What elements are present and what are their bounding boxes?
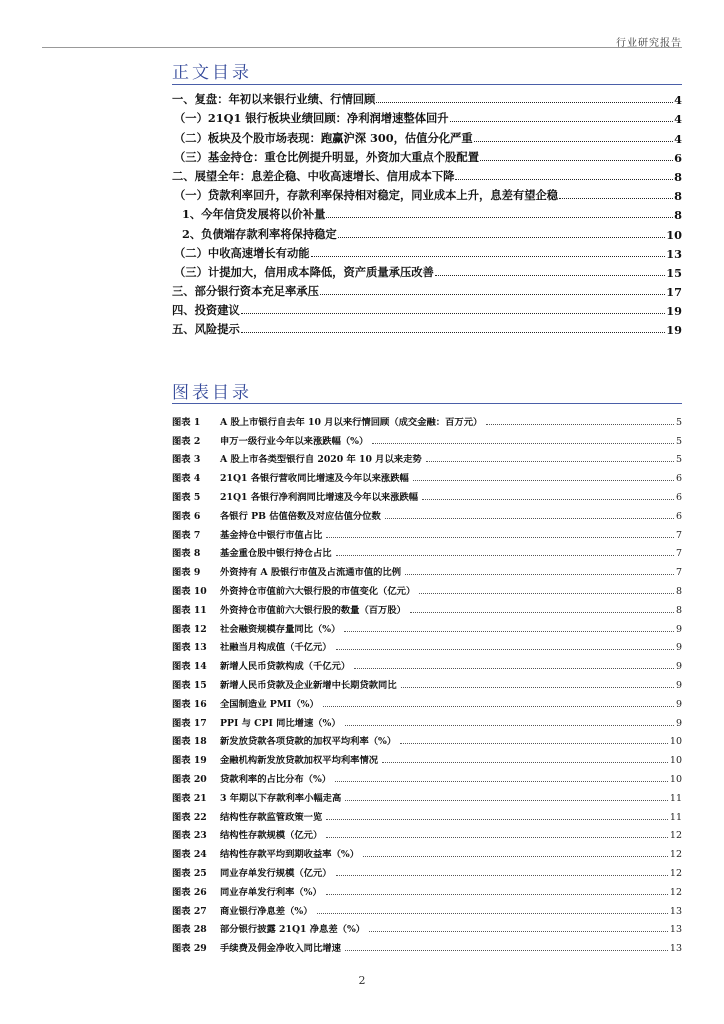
figure-entry-label: 图表 20 (172, 773, 207, 785)
figure-entry-page: 13 (669, 905, 682, 917)
figure-entry[interactable] (172, 635, 682, 654)
figure-entry-page: 10 (669, 773, 682, 785)
figure-entry-page: 11 (669, 792, 682, 804)
figure-entry-page: 12 (669, 867, 682, 879)
figure-entry-title: 21Q1 各银行净利润同比增速及今年以来涨跌幅 (220, 491, 419, 503)
figure-entry-label: 图表 6 (172, 510, 201, 522)
figure-entry-label: 图表 24 (172, 849, 207, 861)
figure-entry-page: 7 (675, 548, 682, 560)
figure-entry-page: 9 (675, 717, 682, 729)
figure-entry[interactable] (172, 860, 682, 879)
figure-leader-dots (345, 950, 668, 951)
figure-entry[interactable] (172, 653, 682, 672)
figure-entry-page: 13 (669, 943, 682, 955)
figure-entry-label: 图表 11 (172, 604, 207, 616)
toc-entry-page: 4 (674, 112, 682, 127)
figure-leader-dots (405, 574, 674, 575)
figure-entry[interactable] (172, 559, 682, 578)
figure-entry[interactable] (172, 616, 682, 635)
toc-leader-dots (450, 121, 674, 122)
toc-title: 正文目录 (172, 63, 252, 83)
figure-leader-dots (326, 894, 668, 895)
figure-entry-page: 7 (675, 529, 682, 541)
toc-entry-page: 19 (666, 304, 682, 319)
toc-leader-dots (480, 160, 673, 161)
figure-entry-label: 图表 19 (172, 755, 207, 767)
figure-leader-dots (345, 800, 668, 801)
toc-entry-page: 17 (666, 285, 682, 300)
figure-entry-label: 图表 14 (172, 661, 207, 673)
figure-entry-title: 新发放贷款各项贷款的加权平均利率（%） (220, 736, 397, 748)
figure-entry-label: 图表 18 (172, 736, 207, 748)
figure-entry-page: 8 (675, 604, 682, 616)
table-of-contents (172, 88, 682, 337)
toc-entry-page: 4 (674, 131, 682, 146)
figure-entry-title: 基金持仓中银行市值占比 (220, 529, 323, 541)
figure-entry[interactable] (172, 672, 682, 691)
figure-entry-page: 5 (675, 435, 682, 447)
figure-entry[interactable] (172, 766, 682, 785)
toc-entry-title: （二）中收高速增长有动能 (174, 245, 310, 260)
figure-entry-page: 12 (669, 830, 682, 842)
figure-entry[interactable] (172, 597, 682, 616)
toc-entry[interactable] (172, 299, 682, 318)
toc-entry-page: 8 (674, 169, 682, 184)
toc-entry-title: 四、投资建议 (172, 303, 240, 318)
figure-entry[interactable] (172, 804, 682, 823)
figure-leader-dots (323, 706, 674, 707)
toc-entry[interactable] (172, 126, 682, 145)
toc-entry[interactable] (172, 280, 682, 299)
figure-leader-dots (382, 762, 668, 763)
figure-entry[interactable] (172, 522, 682, 541)
figure-entry-page: 5 (675, 454, 682, 466)
figure-entry-title: 手续费及佣金净收入同比增速 (220, 943, 341, 955)
toc-leader-dots (320, 294, 665, 295)
toc-entry[interactable] (172, 222, 682, 241)
figure-leader-dots (385, 518, 674, 519)
figure-entry-page: 12 (669, 849, 682, 861)
toc-entry-page: 10 (666, 227, 682, 242)
figure-entry-title: 外资持有 A 股银行市值及占流通市值的比例 (220, 567, 402, 579)
figure-entry[interactable] (172, 691, 682, 710)
figure-entry-title: 同业存单发行规模（亿元） (220, 867, 332, 879)
figure-entry-title: 社会融资规模存量同比（%） (220, 623, 341, 635)
figure-leader-dots (335, 781, 668, 782)
figure-entry-page: 6 (675, 510, 682, 522)
figure-leader-dots (326, 837, 668, 838)
figure-entry-page: 5 (675, 416, 682, 428)
figure-entry-label: 图表 2 (172, 435, 201, 447)
figure-entry[interactable] (172, 578, 682, 597)
figure-entry[interactable] (172, 747, 682, 766)
figure-entry-page: 10 (669, 755, 682, 767)
toc-entry-title: 1、今年信贷发展将以价补量 (182, 207, 326, 222)
toc-entry[interactable] (172, 318, 682, 337)
figure-entry-page: 9 (675, 642, 682, 654)
figure-leader-dots (400, 743, 668, 744)
toc-entry-title: （二）板块及个股市场表现：跑赢沪深 300，估值分化严重 (174, 130, 473, 145)
toc-entry-page: 19 (666, 323, 682, 338)
figure-entry-page: 9 (675, 679, 682, 691)
figure-entry-label: 图表 8 (172, 548, 201, 560)
toc-leader-dots (376, 102, 673, 103)
figure-entry-title: 贷款利率的占比分布（%） (220, 773, 332, 785)
figure-entry[interactable] (172, 409, 682, 428)
figure-entry-label: 图表 26 (172, 886, 207, 898)
figure-entry-title: 申万一级行业今年以来涨跌幅（%） (220, 435, 369, 447)
figure-entry-label: 图表 4 (172, 473, 201, 485)
figure-leader-dots (363, 856, 668, 857)
figure-entry-page: 8 (675, 585, 682, 597)
toc-leader-dots (338, 237, 666, 238)
figure-entry-label: 图表 16 (172, 698, 207, 710)
figures-title-divider (172, 403, 682, 404)
toc-entry[interactable] (172, 146, 682, 165)
figure-entry-page: 11 (669, 811, 682, 823)
figure-entry-label: 图表 12 (172, 623, 207, 635)
toc-entry-title: 五、风险提示 (172, 322, 240, 337)
figure-entry-title: 部分银行披露 21Q1 净息差（%） (220, 924, 366, 936)
toc-leader-dots (326, 217, 673, 218)
figure-entry-label: 图表 10 (172, 585, 207, 597)
toc-entry-title: 一、复盘：年初以来银行业绩、行情回顾 (172, 92, 376, 107)
figure-entry[interactable] (172, 447, 682, 466)
list-of-figures (172, 409, 682, 954)
toc-entry-page: 4 (674, 93, 682, 108)
toc-entry-page: 13 (666, 246, 682, 261)
figure-entry[interactable] (172, 898, 682, 917)
figure-entry[interactable] (172, 917, 682, 936)
figure-entry-label: 图表 25 (172, 867, 207, 879)
toc-entry[interactable] (172, 107, 682, 126)
figure-entry-label: 图表 28 (172, 924, 207, 936)
figure-entry-page: 9 (675, 623, 682, 635)
toc-entry-title: （一）贷款利率回升，存款利率保持相对稳定，同业成本上升，息差有望企稳 (174, 188, 559, 203)
figure-entry[interactable] (172, 879, 682, 898)
figure-entry[interactable] (172, 541, 682, 560)
figure-entry-label: 图表 22 (172, 811, 207, 823)
figure-leader-dots (422, 499, 674, 500)
figure-entry[interactable] (172, 729, 682, 748)
figure-leader-dots (345, 725, 674, 726)
figure-leader-dots (344, 631, 674, 632)
figure-entry-title: 外资持仓市值前六大银行股的市值变化（亿元） (220, 585, 416, 597)
figure-entry-label: 图表 1 (172, 416, 201, 428)
figure-entry-label: 图表 17 (172, 717, 207, 729)
figure-leader-dots (326, 537, 674, 538)
toc-title-divider (172, 84, 682, 85)
figure-entry-page: 10 (669, 736, 682, 748)
figure-entry[interactable] (172, 484, 682, 503)
toc-leader-dots (241, 313, 665, 314)
figure-entry-page: 12 (669, 886, 682, 898)
figures-title: 图表目录 (172, 383, 252, 403)
figure-leader-dots (413, 480, 674, 481)
figure-entry-label: 图表 13 (172, 642, 207, 654)
toc-entry[interactable] (172, 203, 682, 222)
figure-entry[interactable] (172, 465, 682, 484)
figure-leader-dots (372, 443, 674, 444)
figure-entry-label: 图表 3 (172, 454, 201, 466)
toc-leader-dots (435, 275, 665, 276)
figure-leader-dots (336, 649, 674, 650)
figure-entry-title: 金融机构新发放贷款加权平均利率情况 (220, 755, 379, 767)
figure-leader-dots (426, 461, 674, 462)
figure-leader-dots (410, 612, 674, 613)
figure-entry-title: 新增人民币贷款构成（千亿元） (220, 661, 351, 673)
figure-entry-title: 3 年期以下存款利率小幅走高 (220, 792, 342, 804)
figure-entry-page: 7 (675, 567, 682, 579)
toc-entry-title: （三）基金持仓：重仓比例提升明显，外资加大重点个股配置 (174, 149, 480, 164)
toc-entry[interactable] (172, 88, 682, 107)
toc-entry-page: 8 (674, 189, 682, 204)
figure-entry-page: 13 (669, 924, 682, 936)
figure-entry-title: 结构性存款规模（亿元） (220, 830, 323, 842)
figure-entry-label: 图表 15 (172, 679, 207, 691)
figure-entry-label: 图表 23 (172, 830, 207, 842)
figure-leader-dots (336, 875, 668, 876)
figure-leader-dots (326, 819, 668, 820)
figure-entry-title: 新增人民币贷款及企业新增中长期贷款同比 (220, 679, 397, 691)
figure-leader-dots (369, 931, 668, 932)
figure-entry[interactable] (172, 823, 682, 842)
figure-entry-label: 图表 29 (172, 943, 207, 955)
toc-entry[interactable] (172, 165, 682, 184)
figure-entry-label: 图表 7 (172, 529, 201, 541)
toc-entry-page: 15 (666, 265, 682, 280)
figure-entry[interactable] (172, 710, 682, 729)
toc-entry-page: 8 (674, 208, 682, 223)
toc-entry-title: （三）计提加大，信用成本降低，资产质量承压改善 (174, 264, 434, 279)
figure-entry-page: 6 (675, 473, 682, 485)
page-number: 2 (358, 974, 366, 987)
report-type-label: 行业研究报告 (616, 38, 682, 49)
figure-entry-title: 外资持仓市值前六大银行股的数量（百万股） (220, 604, 406, 616)
toc-entry-title: 三、部分银行资本充足率承压 (172, 284, 319, 299)
figure-entry[interactable] (172, 841, 682, 860)
toc-entry-title: 二、展望全年：息差企稳、中收高速增长、信用成本下降 (172, 168, 455, 183)
figure-entry-label: 图表 27 (172, 905, 207, 917)
figure-entry-title: A 股上市各类型银行自 2020 年 10 月以来走势 (220, 454, 422, 466)
figure-entry-title: 同业存单发行利率（%） (220, 886, 322, 898)
figure-leader-dots (354, 668, 674, 669)
figure-entry-page: 9 (675, 698, 682, 710)
figure-entry-title: 基金重仓股中银行持仓占比 (220, 548, 332, 560)
figure-leader-dots (317, 913, 668, 914)
toc-leader-dots (311, 256, 666, 257)
toc-entry-title: （一）21Q1 银行板块业绩回顾：净利润增速整体回升 (174, 111, 449, 126)
toc-entry-title: 2、负债端存款利率将保持稳定 (182, 226, 337, 241)
figure-entry-title: 商业银行净息差（%） (220, 905, 313, 917)
toc-leader-dots (474, 141, 673, 142)
figure-entry-title: 结构性存款平均到期收益率（%） (220, 849, 359, 861)
figure-entry-title: 各银行 PB 估值倍数及对应估值分位数 (220, 510, 381, 522)
figure-entry-title: 社融当月构成值（千亿元） (220, 642, 332, 654)
figure-entry-page: 6 (675, 491, 682, 503)
figure-entry-title: 全国制造业 PMI（%） (220, 698, 319, 710)
figure-entry[interactable] (172, 785, 682, 804)
figure-leader-dots (486, 424, 674, 425)
figure-entry-label: 图表 21 (172, 792, 207, 804)
figure-entry-title: A 股上市银行自去年 10 月以来行情回顾（成交金融：百万元） (220, 416, 483, 428)
toc-leader-dots (455, 179, 673, 180)
figure-entry-title: 结构性存款监管政策一览 (220, 811, 323, 823)
figure-leader-dots (419, 593, 674, 594)
toc-leader-dots (559, 198, 673, 199)
figure-entry-title: PPI 与 CPI 同比增速（%） (220, 717, 341, 729)
figure-entry-page: 9 (675, 661, 682, 673)
figure-leader-dots (401, 687, 674, 688)
toc-leader-dots (241, 332, 665, 333)
figure-entry[interactable] (172, 428, 682, 447)
toc-entry-page: 6 (674, 150, 682, 165)
toc-entry[interactable] (172, 242, 682, 261)
toc-entry[interactable] (172, 184, 682, 203)
figure-entry[interactable] (172, 935, 682, 954)
header-divider (42, 47, 682, 48)
figure-leader-dots (336, 555, 674, 556)
toc-entry[interactable] (172, 261, 682, 280)
figure-entry-title: 21Q1 各银行营收同比增速及今年以来涨跌幅 (220, 473, 409, 485)
figure-entry-label: 图表 9 (172, 567, 201, 579)
figure-entry-label: 图表 5 (172, 491, 201, 503)
figure-entry[interactable] (172, 503, 682, 522)
